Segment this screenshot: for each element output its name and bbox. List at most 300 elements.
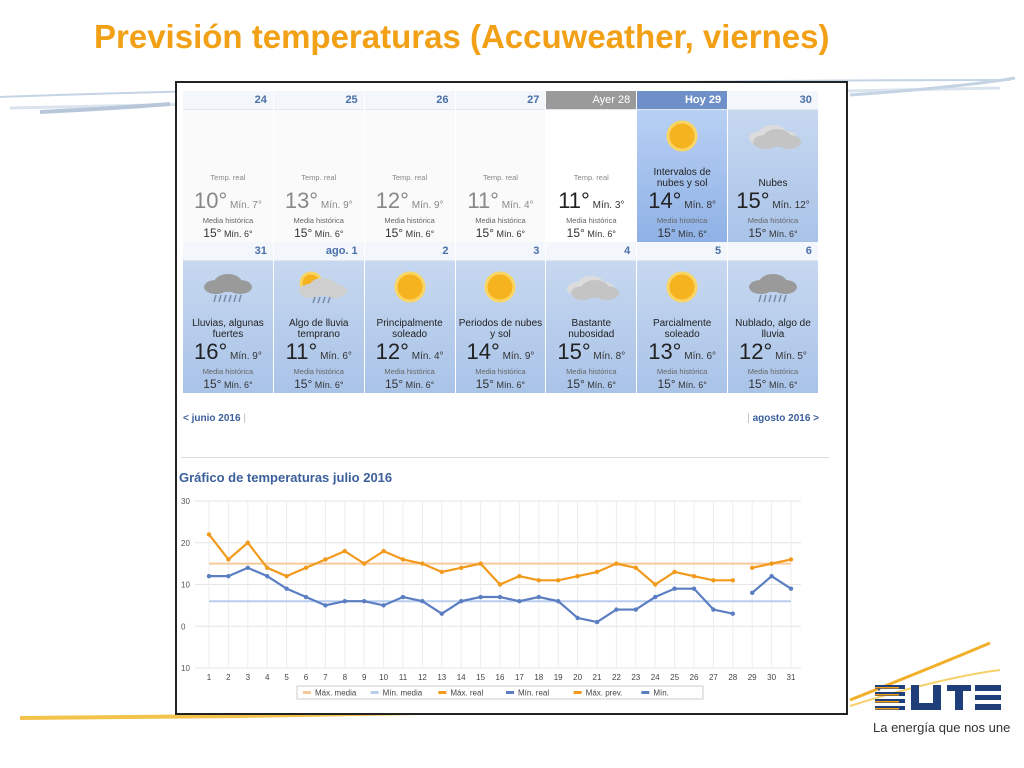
day-temps — [456, 339, 546, 365]
day-body — [365, 261, 455, 393]
data-point — [731, 612, 735, 616]
day-max-temp: 15° — [736, 188, 770, 213]
data-point — [246, 541, 250, 545]
min-prefix: Mín. — [314, 380, 333, 390]
hist-min — [312, 229, 343, 239]
hist-min-value: 6° — [607, 229, 616, 239]
day-temps — [365, 339, 455, 365]
next-month-label[interactable]: agosto 2016 > — [752, 413, 819, 424]
data-point — [595, 570, 599, 574]
x-tick-label: 1 — [206, 673, 212, 682]
hist-max: 15° — [294, 377, 313, 391]
data-point — [440, 570, 444, 574]
hist-min — [403, 229, 434, 239]
slide-title: Previsión temperaturas (Accuweather, viernes) — [94, 18, 830, 55]
day-min-temp — [772, 351, 807, 362]
hist-label: Media histórica — [566, 367, 617, 376]
x-tick-label: 10 — [379, 673, 389, 682]
day-max-temp: 14° — [648, 188, 682, 213]
hist-temps — [637, 226, 727, 240]
day-cell[interactable] — [728, 242, 819, 393]
day-date: 30 — [728, 91, 818, 110]
hist-label: Media histórica — [202, 367, 254, 376]
day-body — [728, 110, 818, 242]
hist-label: Media histórica — [747, 216, 799, 225]
day-cell[interactable] — [546, 242, 637, 393]
data-point — [575, 616, 579, 620]
hist-max: 15° — [566, 226, 585, 240]
day-max-temp: 10° — [193, 188, 228, 213]
prev-month-label[interactable]: < junio 2016 — [183, 413, 241, 424]
x-tick-label: 28 — [728, 673, 738, 682]
hist-max: 15° — [203, 377, 222, 391]
x-tick-label: 18 — [534, 673, 544, 682]
tagline: La energía que nos une — [873, 720, 1011, 735]
x-tick-label: 29 — [747, 673, 757, 682]
hist-temps — [365, 377, 455, 391]
min-prefix: Mín. — [405, 229, 424, 239]
day-date: 26 — [365, 91, 455, 110]
hist-min — [494, 229, 525, 239]
min-value: 4° — [433, 351, 444, 362]
x-tick-label: 2 — [226, 673, 231, 682]
day-min-temp — [499, 200, 534, 211]
day-temps — [456, 188, 546, 214]
legend-label: Mín. real — [518, 688, 550, 698]
day-cell[interactable] — [546, 91, 637, 242]
hist-max: 15° — [475, 377, 494, 391]
min-prefix: Mín. — [593, 351, 613, 362]
hist-temps — [728, 226, 818, 240]
data-point — [265, 574, 269, 578]
data-point — [537, 595, 541, 599]
data-point — [284, 586, 288, 590]
data-point — [459, 599, 463, 603]
min-prefix: Mín. — [592, 200, 613, 211]
x-tick-label: 5 — [284, 673, 289, 682]
data-point — [498, 582, 502, 586]
hist-min-value: 6° — [425, 380, 435, 390]
data-point — [323, 557, 327, 561]
day-body — [183, 261, 273, 393]
sun-rain-icon — [289, 267, 349, 307]
min-value: 12° — [794, 200, 810, 211]
hist-label: Media histórica — [293, 367, 344, 376]
hist-max: 15° — [384, 226, 404, 240]
data-point — [343, 549, 347, 553]
data-point — [207, 574, 211, 578]
data-point — [769, 561, 773, 565]
x-tick-label: 13 — [437, 673, 447, 682]
hist-temps — [456, 377, 546, 391]
day-body — [365, 110, 455, 242]
temp-real-label: Temp. real — [301, 173, 337, 182]
day-min-temp — [681, 200, 716, 211]
x-tick-label: 16 — [495, 673, 505, 682]
day-temps — [546, 188, 636, 214]
hist-min-value: 6° — [516, 380, 526, 390]
data-point — [362, 561, 366, 565]
day-max-temp: 11° — [467, 188, 499, 213]
hist-max: 15° — [475, 226, 494, 240]
day-temps — [274, 188, 364, 214]
rain-icon — [743, 267, 803, 307]
screenshot-frame — [175, 81, 848, 715]
data-point — [343, 599, 347, 603]
hist-temps — [456, 226, 546, 240]
day-condition: Parcialmente soleado — [652, 318, 712, 340]
min-prefix: Mín. — [314, 229, 333, 239]
hist-min-value: 6° — [698, 229, 707, 239]
hist-label: Media histórica — [656, 216, 708, 225]
hist-min-value: 6° — [789, 229, 798, 239]
min-value: 7° — [252, 200, 262, 211]
day-min-temp — [591, 351, 626, 362]
day-body — [546, 110, 636, 242]
min-prefix: Mín. — [320, 351, 340, 362]
day-body — [456, 261, 546, 393]
data-point — [323, 603, 327, 607]
day-condition: Periodos de nubes y sol — [458, 318, 543, 340]
cloud-icon — [743, 116, 803, 156]
day-cell[interactable] — [728, 91, 819, 242]
data-point — [634, 607, 638, 611]
legend-label: Máx. media — [315, 688, 357, 698]
day-max-temp: 11° — [558, 188, 590, 213]
min-prefix: Mín. — [405, 380, 424, 390]
data-point — [517, 599, 521, 603]
data-point — [459, 566, 463, 570]
y-tick-label: 0 — [181, 622, 186, 632]
hist-max: 15° — [657, 377, 676, 391]
day-min-temp — [681, 351, 716, 362]
hist-min — [585, 229, 616, 239]
data-point — [517, 574, 521, 578]
day-temps — [546, 339, 636, 365]
x-tick-label: 9 — [361, 673, 367, 682]
day-date: 31 — [183, 242, 273, 261]
x-tick-label: 25 — [670, 673, 680, 682]
min-prefix: Mín. — [411, 200, 432, 211]
x-tick-label: 19 — [553, 673, 563, 682]
x-tick-label: 31 — [786, 673, 796, 682]
data-point — [381, 549, 385, 553]
hist-temps — [274, 226, 364, 240]
day-date: 5 — [637, 242, 727, 261]
calendar — [183, 83, 819, 393]
hist-label: Media histórica — [202, 216, 254, 225]
day-date: Ayer 28 — [546, 91, 636, 110]
data-point — [614, 561, 618, 565]
day-cell[interactable] — [365, 91, 456, 242]
day-cell[interactable] — [637, 91, 728, 242]
min-prefix: Mín. — [230, 351, 250, 362]
day-condition: Algo de lluvia temprano — [289, 318, 349, 340]
day-condition: Nubes — [758, 178, 788, 189]
day-body — [637, 261, 727, 393]
x-tick-label: 11 — [398, 673, 408, 682]
hist-max: 15° — [657, 226, 676, 240]
ute-logo — [875, 683, 1005, 717]
temp-real-label: Temp. real — [392, 173, 428, 182]
hist-max: 15° — [748, 377, 767, 391]
data-point — [440, 612, 444, 616]
hist-min-value: 6° — [334, 229, 344, 239]
day-max-temp: 13° — [648, 339, 682, 364]
x-tick-label: 30 — [767, 673, 777, 682]
day-max-temp: 16° — [193, 339, 228, 364]
temperature-chart — [177, 493, 837, 715]
hist-max: 15° — [566, 377, 585, 391]
min-prefix: Mín. — [587, 229, 605, 239]
data-point — [304, 595, 308, 599]
hist-min — [766, 229, 797, 239]
min-prefix: Mín. — [684, 351, 704, 362]
x-tick-label: 3 — [245, 673, 251, 682]
hist-min-value: 6° — [425, 229, 435, 239]
day-date: 4 — [546, 242, 636, 261]
day-condition: Lluvias, algunas fuertes — [192, 318, 264, 340]
day-max-temp: 11° — [285, 339, 318, 364]
data-point — [789, 586, 793, 590]
hist-min — [766, 380, 797, 390]
prev-month-link[interactable] — [183, 413, 246, 424]
x-tick-label: 26 — [689, 673, 699, 682]
hist-min-value: 6° — [789, 380, 798, 390]
x-tick-label: 12 — [417, 673, 427, 682]
x-tick-label: 4 — [264, 673, 270, 682]
hist-temps — [274, 377, 364, 391]
day-temps — [183, 339, 273, 365]
x-tick-label: 15 — [476, 673, 486, 682]
hist-min — [403, 380, 434, 390]
day-temps — [728, 339, 818, 365]
data-point — [789, 557, 793, 561]
divider — [181, 457, 829, 458]
day-min-temp — [317, 351, 352, 362]
data-point — [478, 561, 482, 565]
min-prefix: Mín. — [678, 229, 696, 239]
day-min-temp — [409, 200, 444, 211]
data-point — [420, 599, 424, 603]
min-prefix: Mín. — [769, 380, 787, 390]
data-point — [672, 570, 676, 574]
data-point — [692, 586, 696, 590]
day-temps — [637, 188, 727, 214]
day-max-temp: 13° — [284, 188, 319, 213]
day-max-temp: 12° — [739, 339, 773, 364]
hist-min-value: 6° — [607, 380, 616, 390]
min-prefix: Mín. — [496, 380, 514, 390]
data-point — [537, 578, 541, 582]
day-condition: Principalmente soleado — [376, 318, 443, 340]
cloud-icon — [561, 267, 621, 307]
min-value: 3° — [614, 200, 625, 211]
day-body — [728, 261, 818, 393]
day-min-temp — [770, 200, 810, 211]
day-max-temp: 15° — [557, 339, 591, 364]
day-date: 25 — [274, 91, 364, 110]
hist-temps — [546, 226, 636, 240]
day-max-temp: 14° — [466, 339, 500, 364]
day-min-temp — [318, 200, 353, 211]
day-body — [274, 110, 364, 242]
day-min-temp — [227, 351, 262, 362]
hist-min — [585, 380, 616, 390]
min-prefix: Mín. — [772, 200, 792, 211]
min-value: 6° — [706, 351, 717, 362]
data-point — [478, 595, 482, 599]
x-tick-label: 27 — [708, 673, 718, 682]
data-point — [711, 578, 715, 582]
calendar-cut-row — [183, 83, 819, 91]
hist-temps — [637, 377, 727, 391]
data-point — [226, 557, 230, 561]
day-cell[interactable] — [365, 242, 456, 393]
day-cell[interactable] — [456, 242, 547, 393]
hist-label: Media histórica — [293, 216, 344, 225]
min-prefix: Mín. — [587, 380, 605, 390]
data-point — [653, 595, 657, 599]
day-cell[interactable] — [637, 242, 728, 393]
day-body — [274, 261, 364, 393]
sun-icon — [470, 267, 530, 307]
day-body — [546, 261, 636, 393]
hist-min — [312, 380, 343, 390]
hist-min — [676, 229, 707, 239]
day-date: 24 — [183, 91, 273, 110]
x-tick-label: 14 — [456, 673, 466, 682]
data-point — [692, 574, 696, 578]
min-value: 9° — [252, 351, 262, 362]
data-point — [731, 578, 735, 582]
day-cell[interactable] — [183, 91, 274, 242]
data-point — [575, 574, 579, 578]
day-cell[interactable] — [274, 242, 365, 393]
data-point — [207, 532, 211, 536]
min-prefix: Mín. — [411, 351, 432, 362]
next-month-link[interactable] — [747, 413, 819, 424]
day-date: Hoy 29 — [637, 91, 727, 110]
min-value: 4° — [524, 200, 534, 211]
data-point — [420, 561, 424, 565]
min-prefix: Mín. — [684, 200, 704, 211]
day-date: 2 — [365, 242, 455, 261]
day-date: 27 — [456, 91, 546, 110]
day-condition: Intervalos de nubes y sol — [653, 167, 711, 189]
month-navigation — [183, 413, 819, 427]
day-max-temp: 12° — [375, 339, 409, 364]
day-cell[interactable] — [456, 91, 547, 242]
x-tick-label: 20 — [573, 673, 583, 682]
temp-real-label: Temp. real — [210, 173, 246, 182]
data-point — [265, 566, 269, 570]
data-point — [401, 595, 405, 599]
data-point — [653, 582, 657, 586]
hist-label: Media histórica — [475, 216, 526, 225]
hist-temps — [183, 377, 273, 391]
min-prefix: Mín. — [769, 229, 787, 239]
data-point — [556, 599, 560, 603]
hist-max: 15° — [384, 377, 404, 391]
hist-min-value: 6° — [243, 229, 253, 239]
day-date: 3 — [456, 242, 546, 261]
day-condition: Nublado, algo de lluvia — [735, 318, 811, 340]
data-point — [226, 574, 230, 578]
hist-min-value: 6° — [516, 229, 526, 239]
y-tick-label: 20 — [181, 538, 190, 548]
x-tick-label: 8 — [342, 673, 348, 682]
min-prefix: Mín. — [223, 380, 242, 390]
hist-temps — [728, 377, 818, 391]
day-body — [637, 110, 727, 242]
min-value: 8° — [706, 200, 717, 211]
hist-temps — [546, 377, 636, 391]
min-value: 8° — [615, 351, 626, 362]
day-cell[interactable] — [183, 242, 274, 393]
hist-min-value: 6° — [243, 380, 253, 390]
hist-min — [221, 380, 252, 390]
min-prefix: Mín. — [775, 351, 795, 362]
nav-separator: | — [747, 413, 750, 424]
min-prefix: Mín. — [502, 351, 523, 362]
data-point — [672, 586, 676, 590]
hist-min — [221, 229, 252, 239]
hist-temps — [365, 226, 455, 240]
min-prefix: Mín. — [230, 200, 250, 211]
data-point — [614, 607, 618, 611]
legend-label: Máx. real — [450, 688, 484, 698]
day-temps — [637, 339, 727, 365]
day-cell[interactable] — [274, 91, 365, 242]
data-point — [304, 566, 308, 570]
data-point — [634, 566, 638, 570]
x-tick-label: 22 — [611, 673, 621, 682]
legend-label: Máx. prev. — [585, 688, 623, 698]
data-point — [498, 595, 502, 599]
day-date: 6 — [728, 242, 818, 261]
day-temps — [365, 188, 455, 214]
hist-label: Media histórica — [656, 367, 708, 376]
calendar-week-1 — [183, 91, 819, 242]
hist-min — [494, 380, 525, 390]
x-tick-label: 21 — [592, 673, 602, 682]
day-condition: Bastante nubosidad — [568, 318, 615, 340]
rain-icon — [198, 267, 258, 307]
hist-min — [676, 380, 707, 390]
data-point — [769, 574, 773, 578]
min-value: 9° — [343, 200, 353, 211]
day-body — [183, 110, 273, 242]
day-temps — [728, 188, 818, 214]
x-tick-label: 6 — [303, 673, 309, 682]
hist-temps — [183, 226, 273, 240]
x-tick-label: 17 — [514, 673, 524, 682]
data-point — [381, 603, 385, 607]
min-prefix: Mín. — [496, 229, 514, 239]
nav-separator: | — [243, 413, 246, 424]
day-min-temp — [227, 200, 262, 211]
day-min-temp — [590, 200, 625, 211]
data-point — [362, 599, 366, 603]
min-prefix: Mín. — [678, 380, 696, 390]
day-temps — [183, 188, 273, 214]
sun-icon — [652, 267, 712, 307]
min-prefix: Mín. — [320, 200, 341, 211]
min-prefix: Mín. — [501, 200, 522, 211]
y-tick-label: 10 — [181, 664, 190, 673]
data-point — [750, 591, 754, 595]
